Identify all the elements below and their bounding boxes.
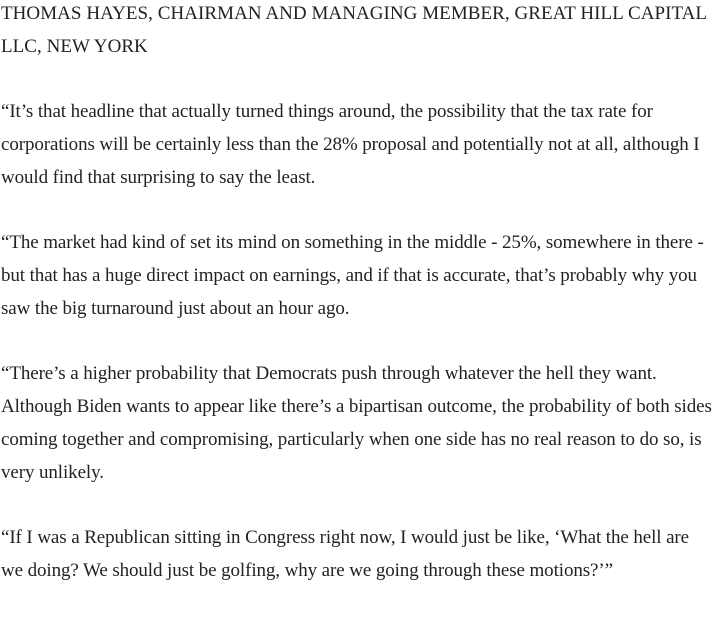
quote-paragraph-2: “The market had kind of set its mind on something in the middle - 25%, somewhere in there - but that has a huge direct impact on earnings, and if that is accurate, that’s probably why you saw the big turnaround just about an hour ago. <box>1 232 704 319</box>
quote-paragraph-4: “If I was a Republican sitting in Congress right now, I would just be like, ‘What the hell are we doing? We should just be golfing, why are we going through these motions?’” <box>1 527 689 581</box>
quote-paragraph-1: “It’s that headline that actually turned things around, the possibility that the tax rate for corporations will be certainly less than the 28% proposal and potentially not at all, although I would find that surprising to say the least. <box>1 101 700 188</box>
quote-paragraph-3: “There’s a higher probability that Democrats push through whatever the hell they want. Although Biden wants to appear like there’s a bipartisan outcome, the probability of both sides coming together and compromising, particularly when one side has no real reason to do so, is very unlikely. <box>1 363 712 483</box>
quote-attribution: THOMAS HAYES, CHAIRMAN AND MANAGING MEMBER, GREAT HILL CAPITAL LLC, NEW YORK <box>1 3 707 57</box>
